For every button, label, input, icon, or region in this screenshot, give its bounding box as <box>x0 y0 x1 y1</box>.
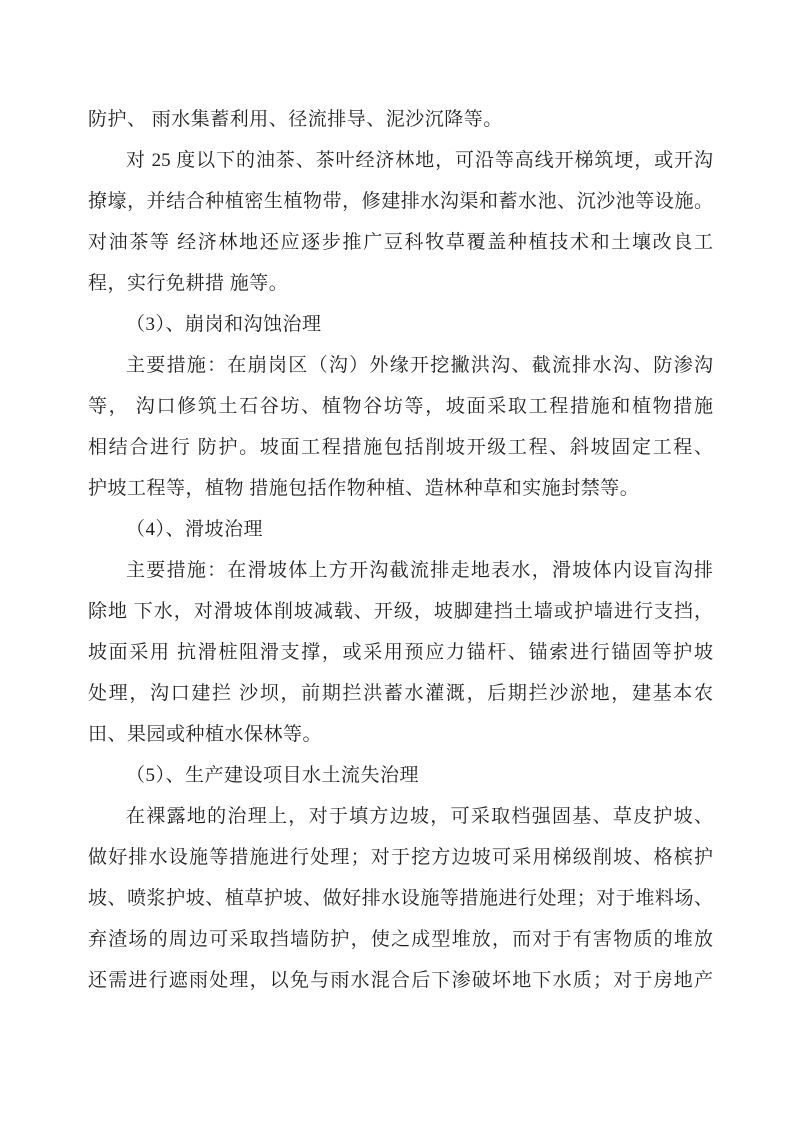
text-line: 做好排水设施等措施进行处理；对于挖方边坡可采用梯级削坡、格槟护 <box>88 847 713 868</box>
text-line: 主要措施：在滑坡体上方开沟截流排走地表水，滑坡体内设盲沟排 <box>126 560 713 581</box>
text-line: 程，实行免耕措 施等。 <box>88 273 289 294</box>
text-line: 护坡工程等，植物 措施包括作物种植、造林种草和实施封禁等。 <box>88 478 640 499</box>
text-line: 还需进行遮雨处理，以免与雨水混合后下渗破坏地下水质；对于房地产 <box>88 970 713 991</box>
text-line: 坡、喷浆护坡、植草护坡、做好排水设施等措施进行处理；对于堆料场、 <box>88 888 713 909</box>
text-line: 除地 下水，对滑坡体削坡减载、开级，坡脚建挡土墙或护墙进行支挡， <box>88 601 713 622</box>
text-line: 弃渣场的周边可采取挡墙防护，使之成型堆放，而对于有害物质的堆放 <box>88 929 713 950</box>
text-line: 坡面采用 抗滑桩阻滑支撑，或采用预应力锚杆、锚索进行锚固等护坡 <box>88 642 713 663</box>
text-line: 处理，沟口建拦 沙坝，前期拦洪蓄水灌溉，后期拦沙淤地，建基本农 <box>88 683 713 704</box>
text-line: 相结合进行 防护。坡面工程措施包括削坡开级工程、斜坡固定工程、 <box>88 437 713 458</box>
text-line: 对油茶等 经济林地还应逐步推广豆科牧草覆盖种植技术和土壤改良工 <box>88 232 713 253</box>
text-line: 田、果园或种植水保林等。 <box>88 724 323 745</box>
section-heading: （5）、生产建设项目水土流失治理 <box>126 765 420 786</box>
text-line: 等， 沟口修筑土石谷坊、植物谷坊等，坡面采取工程措施和植物措施 <box>88 396 713 417</box>
document-body <box>88 99 713 1001</box>
text-line: 在裸露地的治理上，对于填方边坡，可采取档强固基、草皮护坡、 <box>126 806 713 827</box>
text-line: 对 25 度以下的油茶、茶叶经济林地，可沿等高线开梯筑埂，或开沟 <box>126 150 713 171</box>
text-line: 防护、 雨水集蓄利用、径流排导、泥沙沉降等。 <box>88 109 503 130</box>
section-heading: （3）、崩岗和沟蚀治理 <box>126 314 322 335</box>
text-line: 主要措施：在崩岗区（沟）外缘开挖撇洪沟、截流排水沟、防渗沟 <box>126 355 713 376</box>
section-heading: （4）、滑坡治理 <box>126 519 264 540</box>
text-line: 撩壕，并结合种植密生植物带，修建排水沟渠和蓄水池、沉沙池等设施。 <box>88 191 713 212</box>
